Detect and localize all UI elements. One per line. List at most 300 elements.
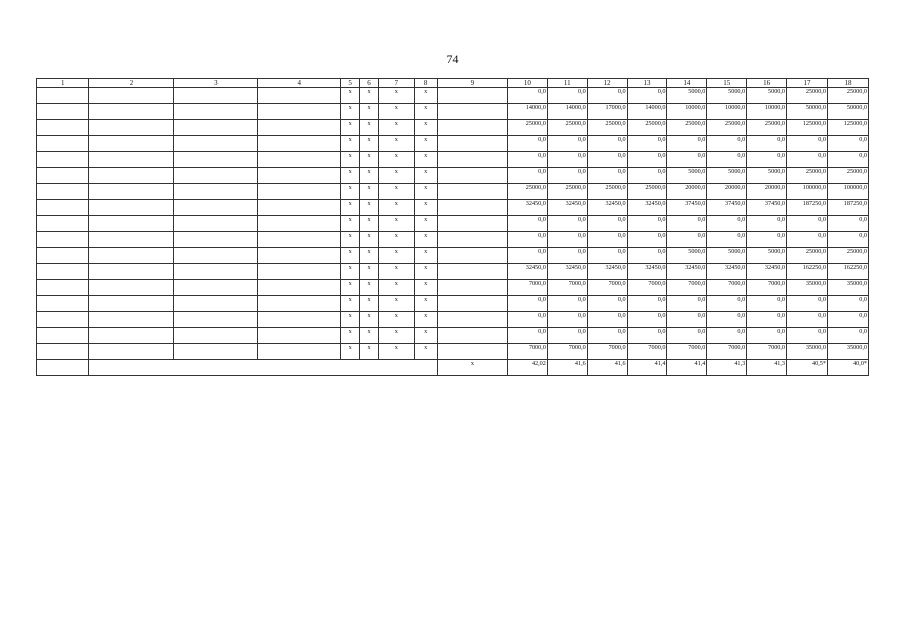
code-cell: x	[414, 88, 437, 104]
value-cell: 125000,0	[787, 120, 828, 136]
goal-cell	[174, 168, 258, 184]
header-cell: 15	[707, 79, 747, 88]
value-cell: 0,0	[627, 312, 667, 328]
value-cell: 0,0	[787, 152, 828, 168]
code-cell: x	[360, 88, 379, 104]
value-cell: 0,0	[627, 296, 667, 312]
value-cell: 0,0	[787, 296, 828, 312]
value-cell: 0,0	[827, 136, 868, 152]
value-cell: 25000,0	[508, 120, 548, 136]
value-cell: 0,0	[587, 248, 627, 264]
executor-cell	[258, 312, 341, 328]
value-cell: 0,0	[508, 136, 548, 152]
value-cell: 14000,0	[627, 104, 667, 120]
executor-cell	[258, 296, 341, 312]
event-cell	[37, 264, 89, 280]
value-cell: 32450,0	[627, 264, 667, 280]
code-cell: x	[378, 296, 414, 312]
code-cell: x	[378, 120, 414, 136]
table-row	[37, 264, 869, 280]
table-row	[37, 200, 869, 216]
value-cell: 35000,0	[787, 280, 828, 296]
value-cell: 25000,0	[587, 120, 627, 136]
header-cell: 3	[174, 79, 258, 88]
name-cell	[89, 136, 174, 152]
value-cell: 32450,0	[547, 264, 587, 280]
header-cell: 5	[341, 79, 360, 88]
header-cell: 6	[360, 79, 379, 88]
code-cell: x	[360, 104, 379, 120]
code-cell: x	[378, 216, 414, 232]
value-cell: 0,0	[707, 136, 747, 152]
value-cell: 0,0	[547, 152, 587, 168]
event-cell	[37, 344, 89, 360]
value-cell: 0,0	[747, 232, 787, 248]
value-cell: 0,0	[707, 312, 747, 328]
value-cell: 7000,0	[587, 344, 627, 360]
value-cell: 25000,0	[587, 184, 627, 200]
value-cell: 187250,0	[827, 200, 868, 216]
value-cell: 100000,0	[827, 184, 868, 200]
value-cell: 0,0	[667, 136, 707, 152]
code-cell: x	[341, 216, 360, 232]
value-cell: 0,0	[547, 232, 587, 248]
indicator-value-cell: 41,4	[667, 360, 707, 376]
value-cell: 5000,0	[747, 88, 787, 104]
indicator-value-cell: 41,3	[747, 360, 787, 376]
header-cell: 2	[89, 79, 174, 88]
value-cell: 25000,0	[787, 168, 828, 184]
value-cell: 5000,0	[667, 168, 707, 184]
goal-cell	[174, 296, 258, 312]
goal-cell	[174, 312, 258, 328]
executor-cell	[258, 216, 341, 232]
executor-cell	[258, 104, 341, 120]
name-cell	[89, 88, 174, 104]
value-cell: 0,0	[707, 152, 747, 168]
value-cell: 0,0	[747, 328, 787, 344]
code-cell: x	[378, 136, 414, 152]
code-cell: x	[341, 120, 360, 136]
value-cell: 37450,0	[667, 200, 707, 216]
value-cell: 0,0	[707, 296, 747, 312]
event-cell	[37, 104, 89, 120]
goal-cell	[174, 120, 258, 136]
value-cell: 14000,0	[508, 104, 548, 120]
name-cell	[89, 328, 174, 344]
table-row	[37, 168, 869, 184]
source-cell	[437, 120, 507, 136]
value-cell: 0,0	[827, 296, 868, 312]
executor-cell	[258, 344, 341, 360]
code-cell: x	[414, 168, 437, 184]
executor-cell	[258, 152, 341, 168]
value-cell: 0,0	[827, 328, 868, 344]
value-cell: 10000,0	[747, 104, 787, 120]
code-cell: x	[414, 200, 437, 216]
value-cell: 25000,0	[547, 120, 587, 136]
value-cell: 25000,0	[627, 120, 667, 136]
code-cell: x	[378, 312, 414, 328]
code-cell: x	[360, 120, 379, 136]
name-cell	[89, 168, 174, 184]
value-cell: 0,0	[747, 136, 787, 152]
source-cell	[437, 264, 507, 280]
code-cell: x	[360, 184, 379, 200]
value-cell: 25000,0	[827, 168, 868, 184]
value-cell: 20000,0	[747, 184, 787, 200]
source-cell	[437, 216, 507, 232]
value-cell: 0,0	[627, 136, 667, 152]
value-cell: 5000,0	[707, 248, 747, 264]
table-row	[37, 216, 869, 232]
header-cell: 11	[547, 79, 587, 88]
value-cell: 0,0	[787, 328, 828, 344]
executor-cell	[258, 280, 341, 296]
name-cell	[89, 104, 174, 120]
goal-cell	[174, 248, 258, 264]
indicator-value-cell: 42,02	[508, 360, 548, 376]
value-cell: 0,0	[508, 152, 548, 168]
code-cell: x	[360, 296, 379, 312]
value-cell: 0,0	[747, 152, 787, 168]
value-cell: 0,0	[587, 312, 627, 328]
source-cell	[437, 184, 507, 200]
code-cell: x	[378, 280, 414, 296]
value-cell: 0,0	[667, 296, 707, 312]
value-cell: 25000,0	[707, 120, 747, 136]
value-cell: 32450,0	[627, 200, 667, 216]
goal-cell	[174, 264, 258, 280]
name-cell	[89, 184, 174, 200]
name-cell	[89, 120, 174, 136]
value-cell: 0,0	[508, 296, 548, 312]
value-cell: 0,0	[747, 296, 787, 312]
value-cell: 0,0	[827, 216, 868, 232]
value-cell: 37450,0	[707, 200, 747, 216]
value-cell: 0,0	[547, 136, 587, 152]
value-cell: 20000,0	[667, 184, 707, 200]
value-cell: 0,0	[627, 232, 667, 248]
value-cell: 0,0	[747, 216, 787, 232]
value-cell: 32450,0	[667, 264, 707, 280]
value-cell: 5000,0	[667, 88, 707, 104]
header-cell: 7	[378, 79, 414, 88]
goal-cell	[174, 344, 258, 360]
value-cell: 25000,0	[547, 184, 587, 200]
table-row	[37, 136, 869, 152]
value-cell: 0,0	[627, 152, 667, 168]
value-cell: 7000,0	[667, 280, 707, 296]
value-cell: 32450,0	[587, 200, 627, 216]
code-cell: x	[378, 200, 414, 216]
value-cell: 25000,0	[827, 248, 868, 264]
value-cell: 0,0	[627, 328, 667, 344]
value-cell: 100000,0	[787, 184, 828, 200]
event-cell	[37, 232, 89, 248]
source-cell	[437, 152, 507, 168]
code-cell: x	[360, 216, 379, 232]
name-cell	[89, 264, 174, 280]
value-cell: 25000,0	[508, 184, 548, 200]
event-cell	[37, 312, 89, 328]
value-cell: 187250,0	[787, 200, 828, 216]
value-cell: 25000,0	[827, 88, 868, 104]
value-cell: 35000,0	[787, 344, 828, 360]
value-cell: 50000,0	[827, 104, 868, 120]
value-cell: 162250,0	[827, 264, 868, 280]
table-row	[37, 248, 869, 264]
value-cell: 0,0	[667, 328, 707, 344]
code-cell: x	[360, 344, 379, 360]
executor-cell	[258, 264, 341, 280]
source-cell	[437, 328, 507, 344]
value-cell: 7000,0	[508, 344, 548, 360]
value-cell: 7000,0	[508, 280, 548, 296]
value-cell: 0,0	[787, 312, 828, 328]
code-cell: x	[414, 216, 437, 232]
name-cell	[89, 216, 174, 232]
code-cell: x	[378, 88, 414, 104]
goal-cell	[174, 88, 258, 104]
indicator-label-cell	[37, 360, 89, 376]
indicator-value-cell: 41,3	[707, 360, 747, 376]
value-cell: 162250,0	[787, 264, 828, 280]
code-cell: x	[341, 168, 360, 184]
code-cell: x	[414, 136, 437, 152]
event-cell	[37, 216, 89, 232]
value-cell: 0,0	[547, 248, 587, 264]
table-row	[37, 120, 869, 136]
header-cell: 1	[37, 79, 89, 88]
executor-cell	[258, 248, 341, 264]
value-cell: 20000,0	[707, 184, 747, 200]
value-cell: 0,0	[827, 312, 868, 328]
value-cell: 10000,0	[667, 104, 707, 120]
value-cell: 0,0	[787, 232, 828, 248]
value-cell: 0,0	[587, 216, 627, 232]
value-cell: 7000,0	[667, 344, 707, 360]
code-cell: x	[341, 344, 360, 360]
value-cell: 7000,0	[747, 344, 787, 360]
value-cell: 7000,0	[747, 280, 787, 296]
value-cell: 0,0	[587, 136, 627, 152]
code-cell: x	[341, 184, 360, 200]
goal-cell	[174, 136, 258, 152]
value-cell: 25000,0	[787, 248, 828, 264]
goal-cell	[174, 232, 258, 248]
value-cell: 17000,0	[587, 104, 627, 120]
code-cell: x	[378, 168, 414, 184]
code-cell: x	[414, 280, 437, 296]
value-cell: 25000,0	[627, 184, 667, 200]
value-cell: 32450,0	[587, 264, 627, 280]
code-cell: x	[341, 248, 360, 264]
code-cell: x	[360, 152, 379, 168]
code-cell: x	[414, 312, 437, 328]
value-cell: 35000,0	[827, 344, 868, 360]
code-cell: x	[341, 264, 360, 280]
source-cell	[437, 344, 507, 360]
code-cell: x	[414, 264, 437, 280]
value-cell: 0,0	[547, 168, 587, 184]
value-cell: 7000,0	[547, 344, 587, 360]
value-cell: 0,0	[587, 168, 627, 184]
value-cell: 35000,0	[827, 280, 868, 296]
value-cell: 0,0	[508, 168, 548, 184]
code-cell: x	[360, 200, 379, 216]
value-cell: 0,0	[667, 312, 707, 328]
code-cell: x	[341, 88, 360, 104]
goal-cell	[174, 184, 258, 200]
header-cell: 12	[587, 79, 627, 88]
value-cell: 0,0	[667, 216, 707, 232]
value-cell: 0,0	[587, 232, 627, 248]
code-cell: x	[414, 120, 437, 136]
code-cell: x	[360, 264, 379, 280]
code-cell: x	[414, 296, 437, 312]
header-cell: 8	[414, 79, 437, 88]
source-cell	[437, 232, 507, 248]
value-cell: 0,0	[547, 216, 587, 232]
value-cell: 5000,0	[747, 248, 787, 264]
source-cell	[437, 136, 507, 152]
value-cell: 0,0	[707, 232, 747, 248]
value-cell: 0,0	[508, 312, 548, 328]
indicator-value-cell: 41,6	[547, 360, 587, 376]
table-row	[37, 328, 869, 344]
header-cell: 16	[747, 79, 787, 88]
event-cell	[37, 248, 89, 264]
code-cell: x	[414, 328, 437, 344]
name-cell	[89, 248, 174, 264]
goal-cell	[174, 152, 258, 168]
source-cell	[437, 248, 507, 264]
event-cell	[37, 200, 89, 216]
source-cell	[437, 296, 507, 312]
code-cell: x	[378, 184, 414, 200]
code-cell: x	[378, 152, 414, 168]
header-cell: 17	[787, 79, 828, 88]
value-cell: 0,0	[667, 152, 707, 168]
value-cell: 0,0	[627, 248, 667, 264]
value-cell: 0,0	[587, 88, 627, 104]
code-cell: x	[378, 328, 414, 344]
value-cell: 32450,0	[508, 200, 548, 216]
value-cell: 0,0	[747, 312, 787, 328]
source-cell	[437, 168, 507, 184]
name-cell	[89, 344, 174, 360]
goal-cell	[174, 104, 258, 120]
code-cell: x	[341, 296, 360, 312]
name-cell	[89, 152, 174, 168]
value-cell: 0,0	[707, 216, 747, 232]
indicator-x-cell: x	[437, 360, 507, 376]
name-cell	[89, 200, 174, 216]
event-cell	[37, 88, 89, 104]
value-cell: 7000,0	[627, 280, 667, 296]
event-cell	[37, 296, 89, 312]
value-cell: 7000,0	[707, 344, 747, 360]
value-cell: 7000,0	[707, 280, 747, 296]
header-cell: 13	[627, 79, 667, 88]
value-cell: 37450,0	[747, 200, 787, 216]
code-cell: x	[378, 104, 414, 120]
value-cell: 25000,0	[667, 120, 707, 136]
code-cell: x	[360, 280, 379, 296]
executor-cell	[258, 168, 341, 184]
value-cell: 0,0	[508, 248, 548, 264]
code-cell: x	[360, 248, 379, 264]
code-cell: x	[360, 328, 379, 344]
indicator-value-cell: 40,5*	[787, 360, 828, 376]
executor-cell	[258, 232, 341, 248]
name-cell	[89, 296, 174, 312]
name-cell	[89, 232, 174, 248]
value-cell: 0,0	[547, 328, 587, 344]
executor-cell	[258, 88, 341, 104]
indicator-value-cell: 40,0*	[827, 360, 868, 376]
indicator-value-cell: 41,6	[587, 360, 627, 376]
value-cell: 0,0	[587, 328, 627, 344]
header-cell: 9	[437, 79, 507, 88]
value-cell: 50000,0	[787, 104, 828, 120]
goal-cell	[174, 280, 258, 296]
table-row	[37, 152, 869, 168]
event-cell	[37, 280, 89, 296]
value-cell: 0,0	[587, 152, 627, 168]
source-cell	[437, 312, 507, 328]
value-cell: 7000,0	[547, 280, 587, 296]
value-cell: 7000,0	[627, 344, 667, 360]
value-cell: 32450,0	[707, 264, 747, 280]
event-cell	[37, 120, 89, 136]
value-cell: 0,0	[508, 328, 548, 344]
code-cell: x	[378, 232, 414, 248]
code-cell: x	[341, 312, 360, 328]
value-cell: 0,0	[508, 88, 548, 104]
code-cell: x	[341, 280, 360, 296]
value-cell: 0,0	[547, 312, 587, 328]
value-cell: 5000,0	[667, 248, 707, 264]
indicator-row	[37, 360, 869, 376]
executor-cell	[258, 184, 341, 200]
source-cell	[437, 104, 507, 120]
header-cell: 10	[508, 79, 548, 88]
code-cell: x	[341, 136, 360, 152]
event-cell	[37, 184, 89, 200]
value-cell: 5000,0	[707, 88, 747, 104]
value-cell: 10000,0	[707, 104, 747, 120]
code-cell: x	[414, 248, 437, 264]
executor-cell	[258, 136, 341, 152]
event-cell	[37, 136, 89, 152]
value-cell: 5000,0	[707, 168, 747, 184]
table-row	[37, 232, 869, 248]
value-cell: 0,0	[787, 136, 828, 152]
name-cell	[89, 312, 174, 328]
code-cell: x	[360, 312, 379, 328]
event-cell	[37, 168, 89, 184]
source-cell	[437, 200, 507, 216]
value-cell: 0,0	[547, 88, 587, 104]
table-row	[37, 184, 869, 200]
value-cell: 0,0	[827, 232, 868, 248]
code-cell: x	[378, 264, 414, 280]
goal-cell	[174, 200, 258, 216]
header-cell: 14	[667, 79, 707, 88]
value-cell: 0,0	[547, 296, 587, 312]
